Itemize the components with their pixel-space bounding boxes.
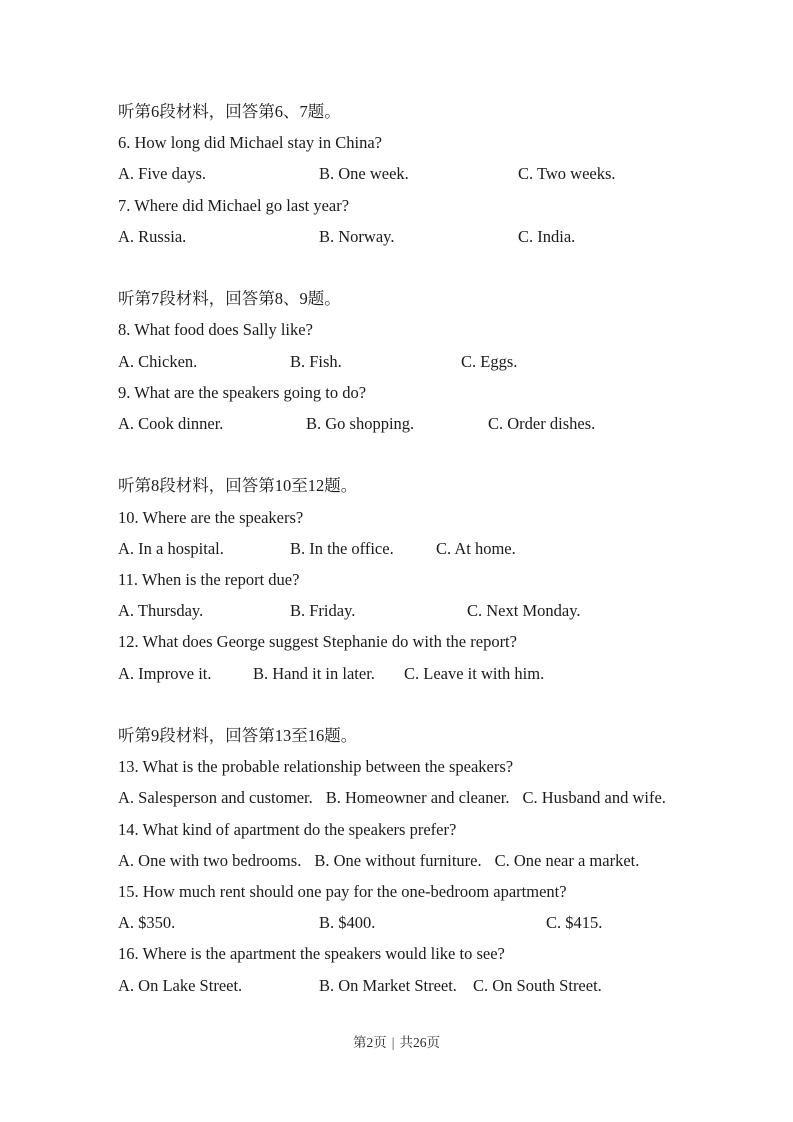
question-text: 16. Where is the apartment the speakers would like to see? [118, 944, 505, 964]
option-c: C. Leave it with him. [404, 663, 545, 683]
section-material-7 [118, 283, 793, 439]
options-row [118, 221, 793, 252]
option-b: B. Go shopping. [306, 414, 415, 434]
question-text: 10. Where are the speakers? [118, 507, 304, 527]
option-b: B. Hand it in later. [253, 663, 375, 683]
option-c: C. One near a market. [494, 850, 640, 870]
options-row [118, 782, 793, 813]
option-c: C. Eggs. [461, 351, 518, 371]
option-b: B. Friday. [290, 601, 356, 621]
option-a: A. Russia. [118, 226, 187, 246]
question-text: 15. How much rent should one pay for the one-bedroom apartment? [118, 882, 567, 902]
question-text: 8. What food does Sally like? [118, 320, 313, 340]
question-text: 11. When is the report due? [118, 570, 300, 590]
option-c: C. Two weeks. [518, 164, 616, 184]
options-row [118, 346, 793, 377]
option-b: B. Homeowner and cleaner. [325, 788, 510, 808]
option-b: B. One without furniture. [314, 850, 482, 870]
option-b: B. $400. [319, 913, 376, 933]
option-b: B. Norway. [319, 226, 395, 246]
exam-content [118, 96, 793, 1001]
page-footer [0, 1033, 793, 1053]
option-c: C. At home. [436, 538, 516, 558]
section-header: 听第9段材料，回答第13至16题。 [118, 726, 358, 746]
option-a: A. $350. [118, 913, 176, 933]
option-a: A. On Lake Street. [118, 975, 243, 995]
option-a: A. Cook dinner. [118, 414, 224, 434]
option-a: A. Thursday. [118, 601, 204, 621]
section-material-6 [118, 96, 793, 252]
options-row [118, 533, 793, 564]
options-row [118, 658, 793, 689]
option-a: A. Improve it. [118, 663, 212, 683]
question-text: 7. Where did Michael go last year? [118, 195, 350, 215]
question-text: 12. What does George suggest Stephanie do with the report? [118, 632, 517, 652]
total-pages: 共26页 [399, 1035, 440, 1050]
question-text: 9. What are the speakers going to do? [118, 382, 367, 402]
section-header: 听第7段材料，回答第8、9题。 [118, 289, 341, 309]
option-b: B. Fish. [290, 351, 342, 371]
option-a: A. One with two bedrooms. [118, 850, 302, 870]
option-c: C. On South Street. [473, 975, 602, 995]
option-b: B. One week. [319, 164, 409, 184]
options-row [118, 845, 793, 876]
option-c: C. India. [518, 226, 576, 246]
option-c: C. Next Monday. [467, 601, 581, 621]
option-a: A. In a hospital. [118, 538, 224, 558]
options-row [118, 408, 793, 439]
section-header: 听第6段材料，回答第6、7题。 [118, 102, 341, 121]
footer-separator: | [391, 1035, 395, 1050]
option-c: C. Order dishes. [488, 414, 596, 434]
section-header: 听第8段材料，回答第10至12题。 [118, 476, 358, 496]
options-row [118, 970, 793, 1001]
options-row [118, 907, 793, 938]
question-text: 14. What kind of apartment do the speakers prefer? [118, 819, 457, 839]
page-number: 第2页 [353, 1035, 387, 1050]
option-b: B. In the office. [290, 538, 394, 558]
question-text: 13. What is the probable relationship between the speakers? [118, 757, 514, 777]
section-material-8 [118, 470, 793, 688]
options-row [118, 158, 793, 189]
option-c: C. $415. [546, 913, 603, 933]
options-row [118, 595, 793, 626]
option-a: A. Chicken. [118, 351, 198, 371]
option-c: C. Husband and wife. [522, 788, 666, 808]
question-text: 6. How long did Michael stay in China? [118, 133, 382, 153]
option-a: A. Five days. [118, 164, 206, 184]
option-b: B. On Market Street. [319, 975, 457, 995]
option-a: A. Salesperson and customer. [118, 788, 313, 808]
section-material-9 [118, 720, 793, 1001]
